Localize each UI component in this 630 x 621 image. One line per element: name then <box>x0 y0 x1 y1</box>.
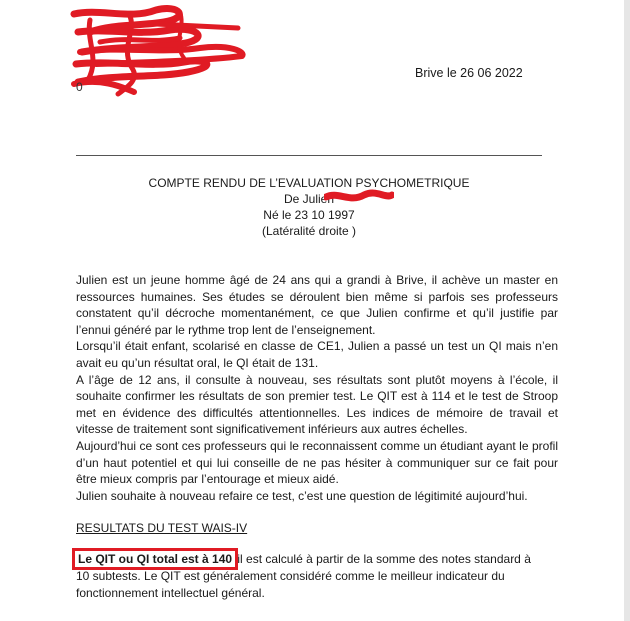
date-line: Brive le 26 06 2022 <box>415 66 523 80</box>
page-edge <box>624 0 630 621</box>
name-redaction-scribble <box>324 187 394 207</box>
horizontal-rule <box>76 155 542 156</box>
body-paragraph: Aujourd’hui ce sont ces professeurs qui le reconnaissent comme un étudiant ayant le profil d’un haut potentiel et qui lui conseille de ne pas hésiter à communiquer sur ce fait pour être mieux compris par l’entourage et mieux aidé. <box>76 438 558 487</box>
report-subject-line <box>76 191 542 207</box>
report-birth-line: Né le 23 10 1997 <box>263 208 355 222</box>
subject-name <box>284 191 334 207</box>
body-paragraph: Lorsqu’il était enfant, scolarisé en classe de CE1, Julien a passé un test un QI mais n’en avait eu qu’un résultat oral, le QI était de 131. <box>76 339 558 370</box>
results-heading: RESULTATS DU TEST WAIS-IV <box>76 521 248 535</box>
sender-phone-fragment: 0 <box>76 80 83 94</box>
report-body <box>76 272 558 504</box>
body-paragraph: A l’âge de 12 ans, il consulte à nouveau, ses résultats sont plutôt moyens à l’école, il souhaite confirmer les résultats de son premier test. Le QIT est à 114 et le test de Stroop met en évidence des difficultés attentionnelles. Les indices de mémoire de travail et vitesse de traitement sont significativement inférieurs aux autres échelles. <box>76 372 558 437</box>
report-title: COMPTE RENDU DE L’EVALUATION PSYCHOMETRIQUE <box>148 176 470 190</box>
report-header <box>76 175 542 239</box>
results-paragraph <box>76 551 536 602</box>
results-section <box>76 551 536 602</box>
body-paragraph: Julien souhaite à nouveau refaire ce test, c’est une question de légitimité aujourd’hui. <box>76 488 528 503</box>
body-paragraph: Julien est un jeune homme âgé de 24 ans qui a grandi à Brive, il achève un master en ressources humaines. Ses études se déroulent bien même si parfois ses professeurs constatent qu’il décroche momentanément, ce que Julien confirme et qu’il justifie par l’ennui généré par le rythme trop lent de l’enseignement. <box>76 273 558 337</box>
qit-description: il est calculé à partir de la somme des notes standard à 10 subtests. Le QIT est généralement considéré comme le meilleur indicateur du fonctionnement intellectuel général. <box>76 552 531 600</box>
redaction-scribble <box>60 2 260 98</box>
report-laterality-line: (Latéralité droite ) <box>261 224 357 238</box>
subject-name-text: De Julien <box>283 192 335 206</box>
qit-highlight: Le QIT ou QI total est à 140 <box>78 552 233 566</box>
